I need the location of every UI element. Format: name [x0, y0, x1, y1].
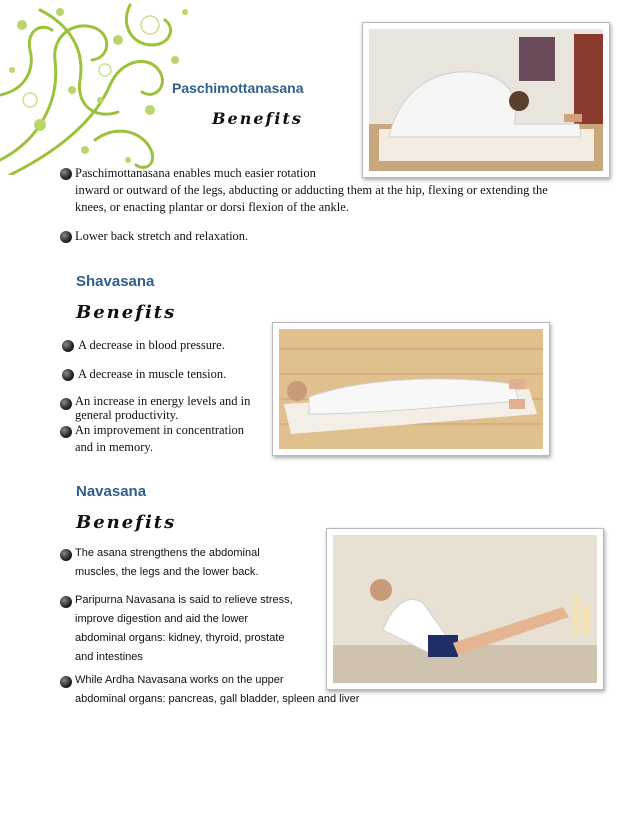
section-title-navasana: Navasana	[76, 483, 147, 500]
list-item: An improvement in concentration	[75, 423, 245, 437]
bullet-icon	[62, 369, 74, 381]
list-item: abdominal organs: kidney, thyroid, prostate	[75, 632, 285, 644]
list-item: muscles, the legs and the lower back.	[75, 566, 259, 578]
bullet-icon	[60, 676, 72, 688]
navasana-photo	[326, 528, 604, 690]
bullet-icon	[60, 426, 72, 438]
bullet-icon	[60, 596, 72, 608]
section-title-paschimottanasana: Paschimottanasana	[172, 80, 304, 96]
list-item: inward or outward of the legs, abducting or adducting them at the hip, flexing or extending the	[75, 183, 548, 197]
benefits-heading: Benefits	[76, 302, 177, 323]
list-item: Paschimottanasana enables much easier rotation	[75, 166, 316, 180]
list-item: improve digestion and aid the lower	[75, 613, 249, 625]
shavasana-photo	[272, 322, 550, 456]
list-item: and intestines	[75, 651, 143, 663]
bullet-icon	[60, 549, 72, 561]
bullet-icon	[62, 340, 74, 352]
list-item: A decrease in blood pressure.	[78, 338, 225, 352]
list-item: abdominal organs: pancreas, gall bladder, spleen and liver	[75, 693, 360, 705]
list-item: Paripurna Navasana is said to relieve stress,	[75, 594, 293, 606]
list-item: Lower back stretch and relaxation.	[75, 229, 249, 243]
bullet-icon	[60, 231, 72, 243]
list-item: knees, or enacting plantar or dorsi flexion of the ankle.	[75, 200, 349, 214]
swirl-ornament	[0, 0, 200, 175]
bullet-icon	[60, 168, 72, 180]
paschimottanasana-photo	[362, 22, 610, 178]
list-item: The asana strengthens the abdominal	[75, 547, 260, 559]
list-item: An increase in energy levels and in	[75, 394, 251, 408]
list-item: and in memory.	[75, 440, 153, 454]
list-item: While Ardha Navasana works on the upper	[75, 674, 284, 686]
list-item: general productivity.	[75, 408, 179, 422]
section-title-shavasana: Shavasana	[76, 273, 155, 290]
bullet-icon	[60, 398, 72, 410]
list-item: A decrease in muscle tension.	[78, 367, 227, 381]
benefits-heading: Benefits	[212, 109, 303, 128]
benefits-heading: Benefits	[76, 512, 177, 533]
